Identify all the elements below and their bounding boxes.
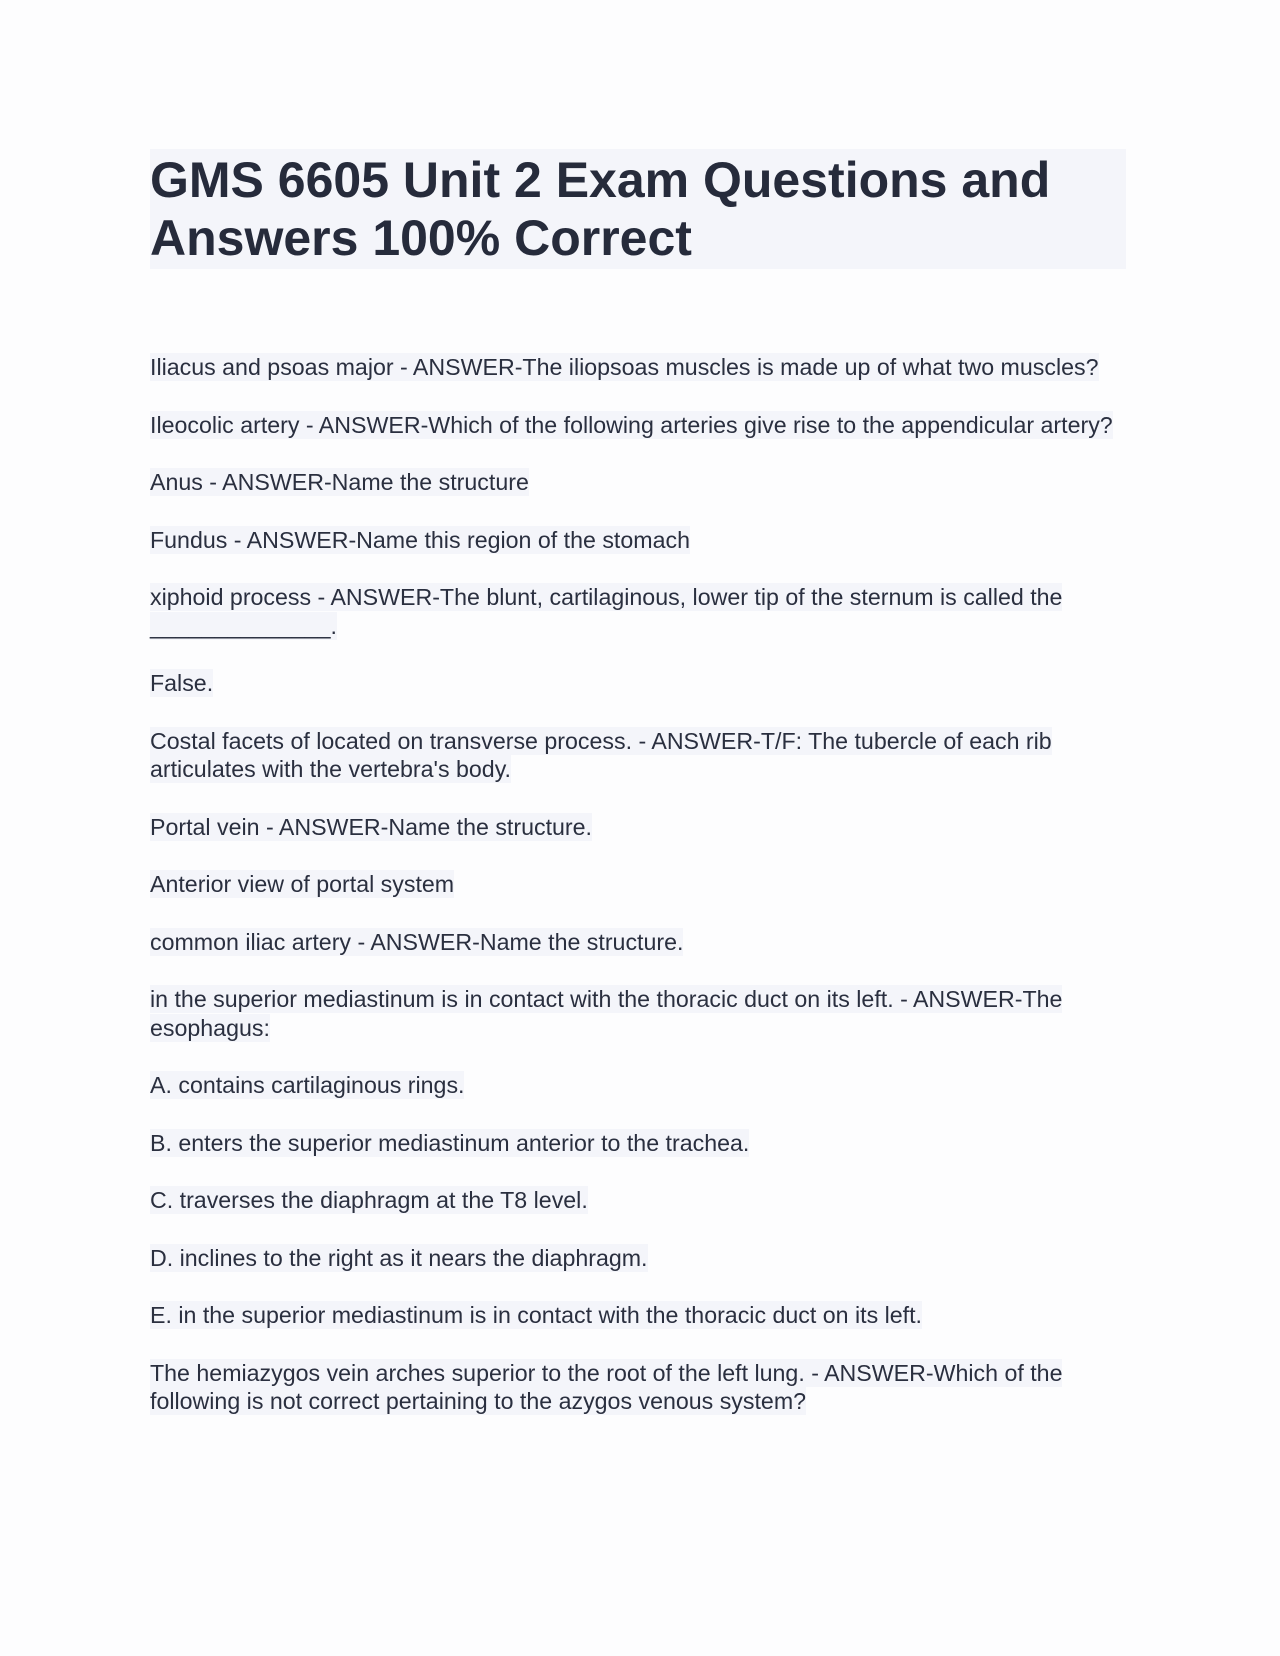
qa-entry xyxy=(150,870,1130,899)
qa-entry-text: Fundus - ANSWER-Name this region of the stomach xyxy=(150,526,690,553)
document-title: GMS 6605 Unit 2 Exam Questions and Answers 100% Correct xyxy=(150,152,1051,266)
qa-entry-text: Portal vein - ANSWER-Name the structure. xyxy=(150,813,592,840)
qa-entry xyxy=(150,727,1130,784)
qa-entry-text: xiphoid process - ANSWER-The blunt, cartilaginous, lower tip of the sternum is called the ______________. xyxy=(150,584,1063,639)
qa-entry-text: Costal facets of located on transverse process. - ANSWER-T/F: The tubercle of each rib articulates with the vertebra's body. xyxy=(150,727,1052,782)
qa-entry xyxy=(150,1186,1130,1215)
qa-entry-text: False. xyxy=(150,670,214,696)
document-page xyxy=(150,149,1130,1445)
title-block xyxy=(150,149,1126,269)
qa-entry-text: The hemiazygos vein arches superior to the root of the left lung. - ANSWER-Which of the following is not correct pertaining to the azygos venous system? xyxy=(150,1359,1063,1414)
qa-entry-text: in the superior mediastinum is in contact with the thoracic duct on its left. - ANSWER-The esophagus: xyxy=(150,986,1063,1041)
qa-entry xyxy=(150,583,1130,640)
qa-entry-text: E. in the superior mediastinum is in contact with the thoracic duct on its left. xyxy=(150,1302,922,1328)
qa-entry xyxy=(150,353,1130,382)
qa-entry-text: C. traverses the diaphragm at the T8 level. xyxy=(150,1187,588,1213)
qa-entry xyxy=(150,1071,1130,1100)
qa-entry-text: A. contains cartilaginous rings. xyxy=(150,1072,465,1098)
qa-entry xyxy=(150,669,1130,698)
qa-entry xyxy=(150,411,1130,440)
qa-entry xyxy=(150,1301,1130,1330)
qa-entry-text: common iliac artery - ANSWER-Name the structure. xyxy=(150,928,684,955)
qa-entry xyxy=(150,1359,1130,1416)
qa-entry-text: B. enters the superior mediastinum anterior to the trachea. xyxy=(150,1129,750,1156)
qa-entry xyxy=(150,813,1130,842)
qa-entry-text: D. inclines to the right as it nears the diaphragm. xyxy=(150,1244,648,1271)
qa-entry xyxy=(150,985,1130,1042)
qa-entry xyxy=(150,928,1130,957)
qa-entry xyxy=(150,1244,1130,1273)
qa-entry-text: Anus - ANSWER-Name the structure xyxy=(150,469,529,495)
qa-entry-text: Ileocolic artery - ANSWER-Which of the following arteries give rise to the appendicular artery? xyxy=(150,411,1113,438)
qa-entry-text: Iliacus and psoas major - ANSWER-The iliopsoas muscles is made up of what two muscles? xyxy=(150,354,1099,380)
qa-entry xyxy=(150,526,1130,555)
qa-entry xyxy=(150,468,1130,497)
qa-entry xyxy=(150,1129,1130,1158)
qa-entry-text: Anterior view of portal system xyxy=(150,871,455,897)
qa-list xyxy=(150,353,1130,1416)
